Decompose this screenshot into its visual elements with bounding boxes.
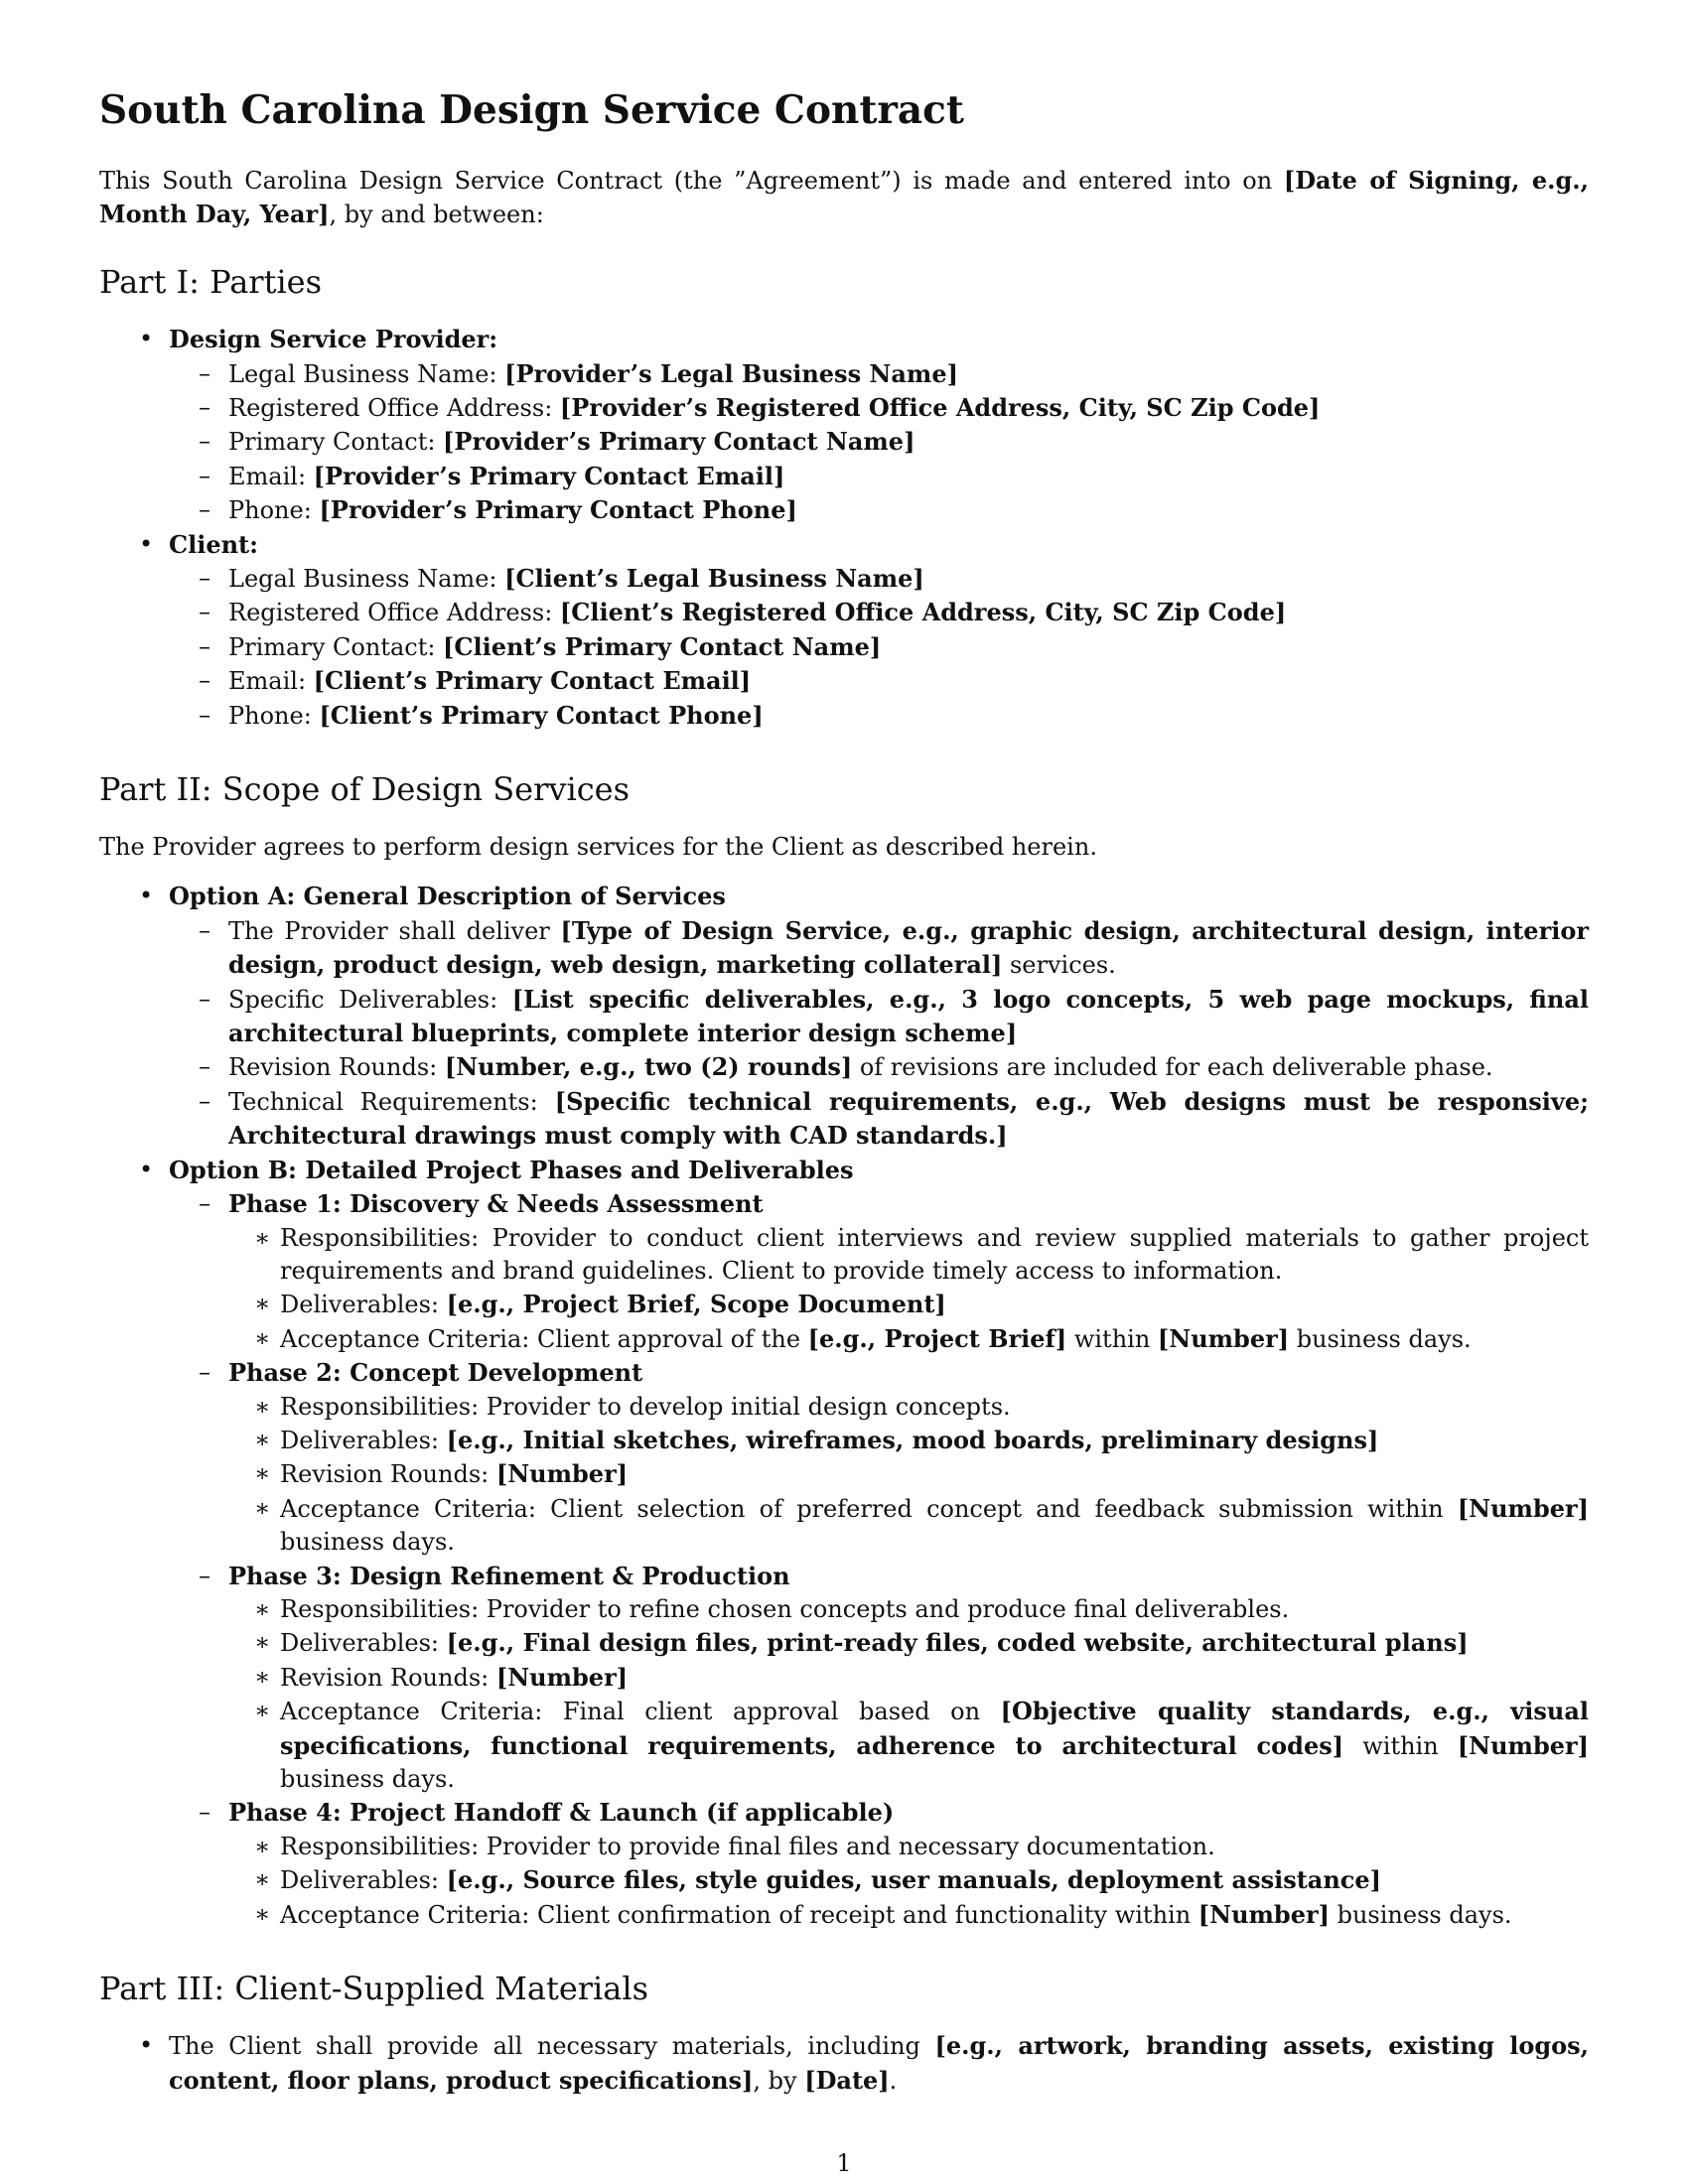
- list-item: ∗ Acceptance Criteria: Client approval of the [e.g., Project Brief] within [Number] business days.: [228, 1322, 1589, 1356]
- page-title: South Carolina Design Service Contract: [99, 87, 964, 133]
- list-item: ∗ Responsibilities: Provider to conduct client interviews and review supplied materials to gather project requirements and brand guidelines. Client to provide timely access to information.: [254, 1223, 1589, 1285]
- asterisk-icon: ∗: [254, 1425, 271, 1453]
- phase-2: – Phase 2: Concept Development ∗ Responsibilities: Provider to develop initial design concepts. ∗ Deliverables: [e.g., Initial sketches, wireframes, mood boards, preliminary designs] ∗ Revision Rounds: [Number] ∗ Acceptance Criteria: Client selection of preferred concept and feedback submission within [Number] business days.: [169, 1356, 1589, 1559]
- bullet-icon: •: [139, 2031, 154, 2060]
- list-item: ∗ Revision Rounds: [Number]: [228, 1457, 1589, 1491]
- asterisk-icon: ∗: [254, 1628, 271, 1657]
- list-item: ∗ Responsibilities: Provider to develop initial design concepts.: [228, 1391, 1589, 1424]
- dash-icon: –: [199, 984, 211, 1013]
- list-item: – Revision Rounds: [Number, e.g., two (2) rounds] of revisions are included for each deliverable phase.: [169, 1050, 1589, 1084]
- list-item: – Legal Business Name: [Client’s Legal Business Name]: [169, 562, 1589, 596]
- part1-heading: Part I: Parties: [99, 262, 323, 301]
- dash-icon: –: [199, 631, 211, 660]
- list-item: – Primary Contact: [Client’s Primary Contact Name]: [169, 630, 1589, 664]
- asterisk-icon: ∗: [254, 1459, 271, 1488]
- list-item: ∗ Responsibilities: Provider to provide final files and necessary documentation.: [228, 1831, 1589, 1863]
- asterisk-icon: ∗: [254, 1832, 271, 1860]
- dash-icon: –: [199, 1189, 211, 1218]
- document-page: [99, 87, 1589, 2098]
- parties-list: [99, 323, 1589, 733]
- part2-heading: Part II: Scope of Design Services: [99, 770, 630, 809]
- list-item: – Specific Deliverables: [List specific deliverables, e.g., 3 logo concepts, 5 web page mockups, final architectural blueprints, complete interior design scheme]: [199, 984, 1589, 1048]
- phase-1: – Phase 1: Discovery & Needs Assessment ∗ Responsibilities: Provider to conduct client interviews and review supplied materials to gather project requirements and brand guidelines. Client to provide timely access to information. ∗ Deliverables: [e.g., Project Brief, Scope Document] ∗ Acceptance Criteria: Client approval of the [e.g., Project Brief] within [Number] business days.: [169, 1187, 1589, 1356]
- dash-icon: –: [199, 393, 211, 421]
- dash-icon: –: [199, 700, 211, 729]
- dash-icon: –: [199, 1798, 211, 1827]
- list-item: – Legal Business Name: [Provider’s Legal Business Name]: [169, 357, 1589, 391]
- phase-3: – Phase 3: Design Refinement & Production ∗ Responsibilities: Provider to refine chosen concepts and produce final deliverables. ∗ Deliverables: [e.g., Final design files, print-ready files, coded website, architectural plans] ∗ Revision Rounds: [Number] ∗ Acceptance Criteria: Final client approval based on [Objective quality standards, e.g., visual specifications, functional requirements, adherence to architectural codes] within [Number] business days.: [169, 1560, 1589, 1797]
- dash-icon: –: [199, 495, 211, 524]
- dash-icon: –: [199, 358, 211, 387]
- dash-icon: –: [199, 1561, 211, 1589]
- dash-icon: –: [199, 461, 211, 489]
- date-placeholder: [Date of Signing, e.g., Month Day, Year]: [99, 165, 1589, 228]
- asterisk-icon: ∗: [254, 1865, 271, 1894]
- list-item: ∗ Deliverables: [e.g., Initial sketches, wireframes, mood boards, preliminary designs]: [228, 1424, 1589, 1457]
- asterisk-icon: ∗: [254, 1899, 271, 1928]
- asterisk-icon: ∗: [254, 1290, 271, 1318]
- dash-icon: –: [199, 564, 211, 593]
- page-number: 1: [836, 2149, 852, 2177]
- dash-icon: –: [199, 666, 211, 695]
- asterisk-icon: ∗: [254, 1594, 271, 1623]
- list-item: – Technical Requirements: [Specific technical requirements, e.g., Web designs must be responsive; Architectural drawings must comply with CAD standards.]: [199, 1086, 1589, 1151]
- bullet-icon: •: [139, 325, 154, 353]
- list-item: – The Provider shall deliver [Type of Design Service, e.g., graphic design, architectural design, interior design, product design, web design, marketing collateral] services.: [199, 915, 1589, 980]
- part3-heading: Part III: Client-Supplied Materials: [99, 1970, 649, 2008]
- dash-icon: –: [199, 1358, 211, 1387]
- list-item: – Registered Office Address: [Provider’s Registered Office Address, City, SC Zip Code]: [169, 391, 1589, 425]
- list-item: ∗ Acceptance Criteria: Client selection of preferred concept and feedback submission within [Number] business days.: [254, 1493, 1589, 1557]
- list-item: ∗ Acceptance Criteria: Final client approval based on [Objective quality standards, e.g., visual specifications, functional requirements, adherence to architectural codes] within [Number] business days.: [254, 1697, 1590, 1794]
- asterisk-icon: ∗: [254, 1662, 271, 1691]
- intro-paragraph: This South Carolina Design Service Contract (the ”Agreement”) is made and entered into on [Date of Signing, e.g., Month Day, Year], by and between:: [99, 165, 1589, 228]
- list-item: ∗ Deliverables: [e.g., Project Brief, Scope Document]: [228, 1288, 1589, 1321]
- list-item: ∗ Responsibilities: Provider to refine chosen concepts and produce final deliverables.: [228, 1593, 1589, 1626]
- dash-icon: –: [199, 1086, 211, 1115]
- asterisk-icon: ∗: [254, 1392, 271, 1421]
- materials-list: [99, 2029, 1589, 2098]
- dash-icon: –: [199, 915, 211, 944]
- scope-list: [99, 880, 1589, 1932]
- provider-item: • Design Service Provider: – Legal Business Name: [Provider’s Legal Business Name] – Registered Office Address: [Provider’s Registered Office Address, City, SC Zip Code] – Primary Contact: [Provider’s Primary Contact Name] – Email: [Provider’s Primary Contact Email] – Phone: [Provider’s Primary Contact Phone]: [99, 323, 1589, 527]
- asterisk-icon: ∗: [254, 1697, 271, 1725]
- client-item: • Client: – Legal Business Name: [Client’s Legal Business Name] – Registered Office Address: [Client’s Registered Office Address, City, SC Zip Code] – Primary Contact: [Client’s Primary Contact Name] – Email: [Client’s Primary Contact Email] – Phone: [Client’s Primary Contact Phone]: [99, 528, 1589, 733]
- part2-intro: The Provider agrees to perform design services for the Client as described herein.: [99, 833, 1097, 862]
- list-item: • The Client shall provide all necessary materials, including [e.g., artwork, branding assets, existing logos, content, floor plans, product specifications], by [Date].: [139, 2031, 1590, 2095]
- list-item: ∗ Deliverables: [e.g., Source files, style guides, user manuals, deployment assistance]: [228, 1863, 1589, 1897]
- dash-icon: –: [199, 1052, 211, 1081]
- list-item: – Registered Office Address: [Client’s Registered Office Address, City, SC Zip Code]: [169, 596, 1589, 629]
- list-item: ∗ Revision Rounds: [Number]: [228, 1661, 1589, 1695]
- dash-icon: –: [199, 598, 211, 626]
- list-item: – Email: [Provider’s Primary Contact Email]: [169, 460, 1589, 493]
- asterisk-icon: ∗: [254, 1323, 271, 1352]
- dash-icon: –: [199, 427, 211, 456]
- phase-4: – Phase 4: Project Handoff & Launch (if applicable) ∗ Responsibilities: Provider to provide final files and necessary documentation. ∗ Deliverables: [e.g., Source files, style guides, user manuals, deployment assistance] ∗ Acceptance Criteria: Client confirmation of receipt and functionality within [Number] business days.: [169, 1796, 1589, 1932]
- list-item: – Primary Contact: [Provider’s Primary Contact Name]: [169, 425, 1589, 459]
- list-item: – Phone: [Provider’s Primary Contact Phone]: [169, 493, 1589, 527]
- list-item: – Email: [Client’s Primary Contact Email]: [169, 664, 1589, 698]
- list-item: ∗ Acceptance Criteria: Client confirmation of receipt and functionality within [Number] business days.: [228, 1898, 1589, 1932]
- list-item: – Phone: [Client’s Primary Contact Phone]: [169, 699, 1589, 733]
- option-a: • Option A: General Description of Services – The Provider shall deliver [Type of Design Service, e.g., graphic design, architectural design, interior design, product design, web design, marketing collateral] services. – Specific Deliverables: [List specific deliverables, e.g., 3 logo concepts, 5 web page mockups, final architectural blueprints, complete interior design scheme] – Revision Rounds: [Number, e.g., two (2) rounds] of revisions are included for each deliverable phase. – Technical Requirements: [Specific technical requirements, e.g., Web designs must be responsive; Architectural drawings must comply with CAD standards.]: [99, 880, 1589, 1153]
- bullet-icon: •: [139, 882, 154, 910]
- bullet-icon: •: [139, 1155, 154, 1183]
- asterisk-icon: ∗: [254, 1493, 271, 1522]
- bullet-icon: •: [139, 529, 154, 558]
- asterisk-icon: ∗: [254, 1223, 271, 1252]
- option-b: • Option B: Detailed Project Phases and Deliverables – Phase 1: Discovery & Needs Assessment ∗ Responsibilities: Provider to conduct client interviews and review supplied materials to gather project requirements and brand guidelines. Client to provide timely access to information. ∗ Deliverables: [e.g., Project Brief, Scope Document] ∗ Acceptance Criteria: Client approval of the [e.g., Project Brief] within [Number] business days. – Phase 2: Concept Development ∗ Responsibilities: Provider to develop initial design concepts. ∗ Deliverables: [e.g., Initial sketches, wireframes, mood boards, preliminary designs] ∗ Revision Rounds: [Number] ∗ Acceptance Criteria: Client selection of preferred concept and feedback submission within [Number] business days. – Phase 3: Design Refinement & Production ∗ Responsibilities: Provider to refine chosen concepts and produce final deliverables. ∗ Deliverables: [e.g., Final design files, print-ready files, coded website, architectural plans] ∗ Revision Rounds: [Number] ∗ Acceptance Criteria: Final client approval based on [Objective quality standards, e.g., visual specifications, functional requirements, adherence to architectural codes] within [Number] business days. – Phase 4: Project Handoff & Launch (if applicable) ∗ Responsibilities: Provider to provide final files and necessary documentation. ∗ Deliverables: [e.g., Source files, style guides, user manuals, deployment assistance] ∗ Acceptance Criteria: Client confirmation of receipt and functionality within [Number] business days.: [99, 1154, 1589, 1932]
- list-item: ∗ Deliverables: [e.g., Final design files, print-ready files, coded website, architectural plans]: [228, 1626, 1589, 1660]
